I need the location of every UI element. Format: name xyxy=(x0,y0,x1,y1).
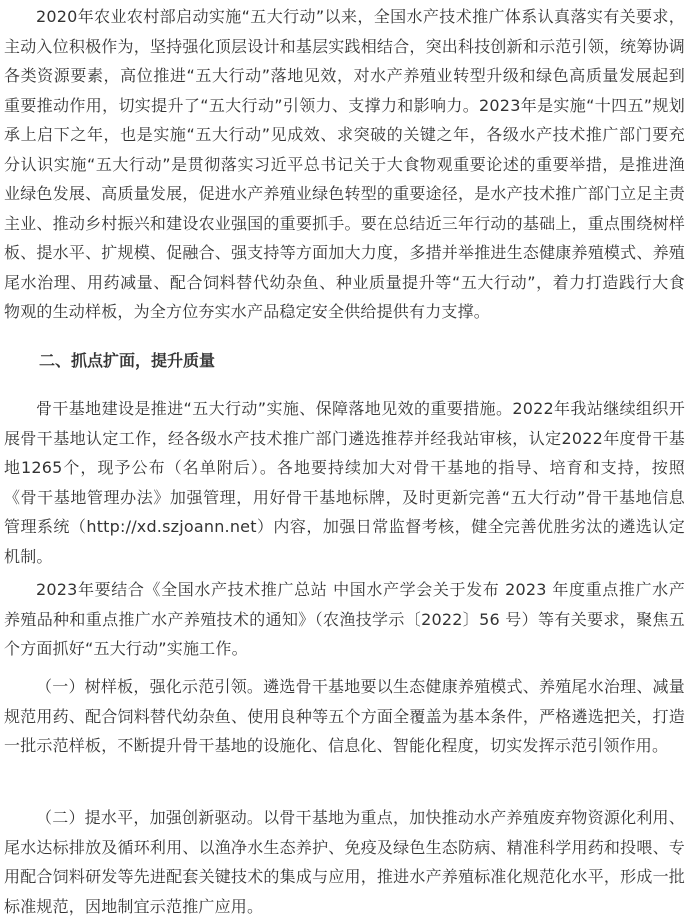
paragraph-intro: 2020年农业农村部启动实施“五大行动”以来，全国水产技术推广体系认真落实有关要求，主动入位积极作为，坚持强化顶层设计和基层实践相结合，突出科技创新和示范引领，统筹协调各类资源要素，高位推进“五大行动”落地见效，对水产养殖业转型升级和绿色高质量发展起到重要推动作用，切实提升了“五大行动”引领力、支撑力和影响力。2023年是实施“十四五”规划承上启下之年，也是实施“五大行动”见成效、求突破的关键之年，各级水产技术推广部门要充分认识实施“五大行动”是贯彻落实习近平总书记关于大食物观重要论述的重要举措，是推进渔业绿色发展、高质量发展，促进水产养殖业绿色转型的重要途径，是水产技术推广部门立足主责主业、推动乡村振兴和建设农业强国的重要抓手。要在总结近三年行动的基础上，重点围绕树样板、提水平、扩规模、促融合、强支持等方面加大力度，多措并举推进生态健康养殖模式、养殖尾水治理、用药减量、配合饲料替代幼杂鱼、种业质量提升等“五大行动”，着力打造践行大食物观的生动样板，为全方位夯实水产品稳定安全供给提供有力支撑。 xyxy=(4,7,685,321)
paragraph-2023-plan: 2023年要结合《全国水产技术推广总站 中国水产学会关于发布 2023 年度重点推广水产养殖品种和重点推广水产养殖技术的通知》（农渔技学示〔2022〕56 号）等有关要求，聚焦五个方面抓好“五大行动”实施工作。 xyxy=(4,580,685,658)
paragraph-item-2: （二）提水平，加强创新驱动。以骨干基地为重点，加快推动水产养殖废弃物资源化利用、尾水达标排放及循环利用、以渔净水生态养护、免疫及绿色生态防病、精准科学用药和投喂、专用配合饲料研发等先进配套关键技术的集成与应用，推进水产养殖标准化规范化水平，形成一批标准规范，因地制宜示范推广应用。 xyxy=(4,808,685,916)
section-heading: 二、抓点扩面，提升质量 xyxy=(39,351,216,370)
paragraph-item-1: （一）树样板，强化示范引领。遴选骨干基地要以生态健康养殖模式、养殖尾水治理、减量规范用药、配合饲料替代幼杂鱼、使用良种等五个方面全覆盖为基本条件，严格遴选把关，打造一批示范样板，不断提升骨干基地的设施化、信息化、智能化程度，切实发挥示范引领作用。 xyxy=(4,677,685,755)
paragraph-backbone-base: 骨干基地建设是推进“五大行动”实施、保障落地见效的重要措施。2022年我站继续组织开展骨干基地认定工作，经各级水产技术推广部门遴选推荐并经我站审核，认定2022年度骨干基地1265个，现予公布（名单附后）。各地要持续加大对骨干基地的指导、培育和支持，按照《骨干基地管理办法》加强管理，用好骨干基地标牌，及时更新完善“五大行动”骨干基地信息管理系统（http://xd.szjoann.net）内容，加强日常监督考核，健全完善优胜劣汰的遴选认定机制。 xyxy=(4,399,685,566)
